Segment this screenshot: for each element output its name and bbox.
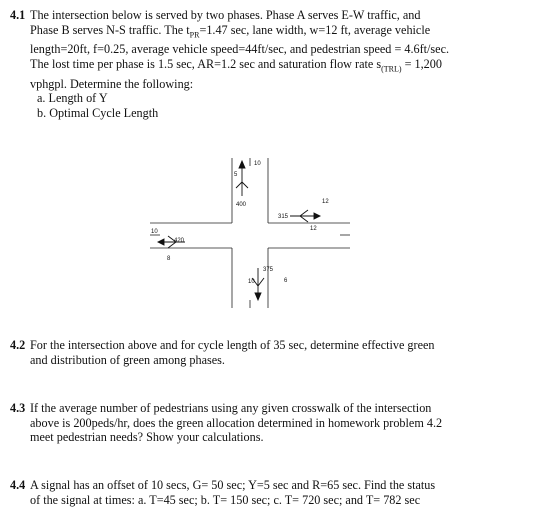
- problem-text-line: length=20ft, f=0.25, average vehicle speed=44ft/sec, and pedestrian speed = 4.6ft/sec.: [30, 42, 450, 57]
- volume-label: 6: [284, 278, 288, 284]
- problem-number: 4.3: [10, 401, 26, 415]
- problem-4-3: [10, 401, 540, 445]
- sub-item: a. Length of Y: [37, 91, 108, 106]
- volume-label: 12: [322, 199, 329, 205]
- intersection-svg: [150, 158, 350, 308]
- volume-label: 10: [151, 229, 158, 235]
- problem-number: 4.2: [10, 338, 26, 352]
- intersection-diagram: [150, 158, 350, 308]
- north-approach-arrows: [236, 161, 248, 196]
- problem-number: 4.4: [10, 478, 26, 492]
- volume-label: 10: [254, 161, 261, 167]
- problem-text-line: meet pedestrian needs? Show your calculations.: [30, 430, 264, 444]
- problem-4-1: [10, 8, 540, 120]
- subscript: (TRL): [381, 64, 402, 74]
- problem-text-continuation: =1.47 sec, lane width, w=12 ft, average vehicle: [199, 22, 431, 37]
- volume-label: 12: [310, 226, 317, 232]
- volume-label: 315: [278, 214, 289, 220]
- problem-text-line: The intersection below is served by two phases. Phase A serves E-W traffic, and: [30, 8, 421, 22]
- problem-text-line: If the average number of pedestrians using any given crosswalk of the intersection: [30, 401, 432, 415]
- volume-label: 375: [263, 267, 274, 273]
- volume-label: 5: [234, 172, 238, 178]
- problem-number: 4.1: [10, 8, 26, 22]
- volume-label: 400: [236, 202, 247, 208]
- problem-text-line: The lost time per phase is 1.5 sec, AR=1.2 sec and saturation flow rate $s_{(TRL)} = 1,200$: [30, 56, 442, 74]
- problem-text-line: Phase B serves N-S traffic. The $t_{PR}=1.47$ sec, lane width, w=12 ft, average vehicle: [30, 22, 431, 39]
- problem-text-line: vphgpl. Determine the following:: [30, 76, 194, 91]
- problem-4-4: [10, 478, 540, 507]
- subscript: PR: [189, 29, 200, 39]
- problem-text-line: of the signal at times: a. T=45 sec; b. T= 150 sec; c. T= 720 sec; and T= 782 sec: [30, 492, 421, 507]
- problem-text-line: and distribution of green among phases.: [30, 352, 225, 367]
- problem-text-line: For the intersection above and for cycle length of 35 sec, determine effective green: [30, 338, 435, 352]
- volume-label: 420: [174, 238, 185, 244]
- problem-4-2: [10, 338, 540, 367]
- problem-text-continuation: = 1,200: [401, 56, 442, 71]
- sub-item: b. Optimal Cycle Length: [37, 105, 159, 120]
- problem-text-line: above is 200peds/hr, does the green allocation determined in homework problem 4.2: [30, 415, 443, 430]
- volume-label: 8: [167, 256, 171, 262]
- volume-label: 10: [248, 279, 255, 285]
- problem-text-line: A signal has an offset of 10 secs, G= 50 sec; Y=5 sec and R=65 sec. Find the status: [30, 478, 436, 492]
- east-approach-arrows: [290, 210, 320, 222]
